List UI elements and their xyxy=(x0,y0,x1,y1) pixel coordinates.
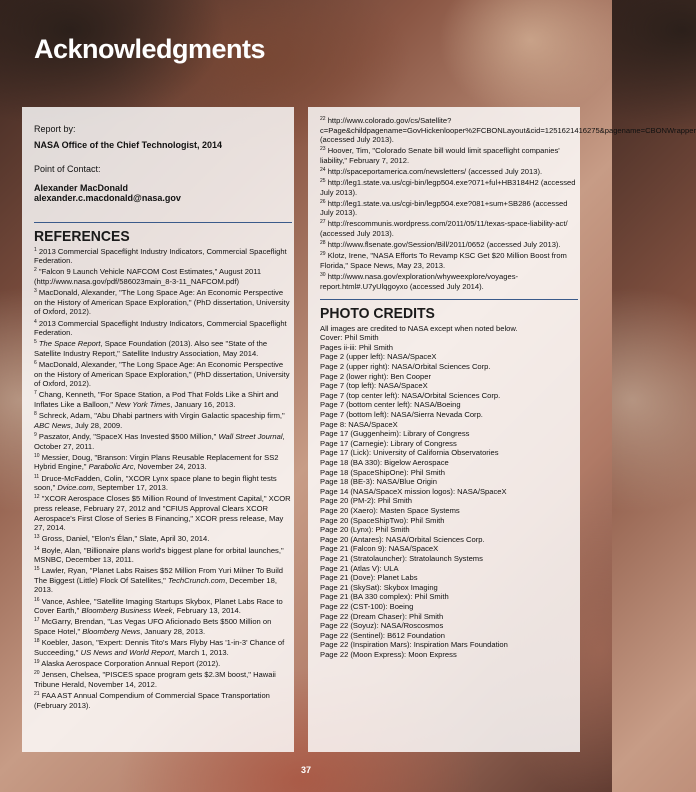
reference-text-tail: , September 17, 2013. xyxy=(92,483,168,493)
reference-text-tail: , December 18, 2013. xyxy=(34,575,277,595)
photo-credits-intro: All images are credited to NASA except when noted below. xyxy=(320,323,518,333)
reference-item xyxy=(34,566,292,595)
reference-number: 15 xyxy=(34,566,40,573)
reference-text-tail: , Space Foundation (2013). Also see "State of the Satellite Industry Report," Satellite Industry Association, May 2014. xyxy=(34,339,268,358)
photo-credit-item: Page 18 (BE-3): NASA/Blue Origin xyxy=(320,477,437,487)
report-organization: NASA Office of the Chief Technologist, 2014 xyxy=(34,139,223,150)
reference-text: http://www.nasa.gov/exploration/whyweexplore/voyages-report.html#.U7yUlqgoyxo (accessed July 2014). xyxy=(320,271,519,291)
photo-credit-item: Page 20 (Lynx): Phil Smith xyxy=(320,525,410,535)
reference-number: 8 xyxy=(34,411,37,418)
reference-text: Vance, Ashlee, "Satellite Imaging Startups Skybox, Planet Labs Race to Cover Earth," xyxy=(34,596,283,616)
reference-text: FAA AST Annual Compendium of Commercial Space Transportation (February 2013). xyxy=(34,690,270,710)
reference-item xyxy=(320,178,578,197)
reference-number: 23 xyxy=(320,146,326,153)
reference-number: 6 xyxy=(34,360,37,367)
reference-number: 4 xyxy=(34,318,37,325)
page-title: Acknowledgments xyxy=(34,34,266,64)
photo-credit-item: Page 22 (Sentinel): B612 Foundation xyxy=(320,630,445,640)
photo-credit-item: Page 21 (Falcon 9): NASA/SpaceX xyxy=(320,544,439,554)
reference-item xyxy=(320,219,578,238)
reference-number: 26 xyxy=(320,198,326,205)
photo-credit-item: Pages ii-iii: Phil Smith xyxy=(320,342,394,352)
reference-text: Lawler, Ryan, "Planet Labs Raises $52 Million From Yuri Milner To Build The Biggest (Little) Flock Of Satellites," xyxy=(34,566,283,585)
photo-credit-item: Page 22 (Moon Express): Moon Express xyxy=(320,649,457,659)
reference-item xyxy=(34,617,292,636)
reference-item xyxy=(34,339,292,358)
reference-number: 29 xyxy=(320,251,326,258)
reference-number: 28 xyxy=(320,240,326,247)
reference-number: 12 xyxy=(34,494,40,501)
photo-credits-list xyxy=(320,333,578,659)
reference-text: http://rescommunis.wordpress.com/2011/05/11/texas-space-liability-act/ (accessed July 2013). xyxy=(320,219,568,239)
reference-text-tail: , November 24, 2013. xyxy=(133,462,207,472)
reference-number: 19 xyxy=(34,659,40,665)
reference-text: Hoover, Tim, "Colorado Senate bill would limit spaceflight companies' liability," February 7, 2012. xyxy=(320,146,560,165)
photo-credit-item: Page 20 (SpaceShipTwo): Phil Smith xyxy=(320,515,445,525)
reference-text: Messier, Doug, "Branson: Virgin Plans Reusable Replacement for SS2 Hybrid Engine," xyxy=(34,452,279,472)
photo-credit-item: Page 21 (BA 330 complex): Phil Smith xyxy=(320,592,449,602)
reference-item xyxy=(34,474,292,493)
reference-text: Gross, Daniel, "Elon's Élan," Slate, April 30, 2014. xyxy=(41,534,210,544)
reference-text: McGarry, Brendan, "Las Vegas UFO Aficionado Bets $500 Million on Space Hotel," xyxy=(34,617,272,637)
reference-text: "XCOR Aerospace Closes $5 Million Round of Investment Capital," XCOR press release, February 27, 2012 and "CFIUS Approval Clears XCOR Aerospace's First Close of Series B Financing," XCOR press release, May 27, 2014. xyxy=(34,494,291,533)
reference-number: 17 xyxy=(34,617,40,624)
reference-item xyxy=(320,116,696,145)
contact-name: Alexander MacDonald xyxy=(34,182,129,193)
reference-item xyxy=(320,167,578,177)
reference-publication: Parabolic Arc xyxy=(88,462,134,472)
references-list-left xyxy=(34,247,292,711)
reference-text: http://www.flsenate.gov/Session/Bill/2011/0652 (accessed July 2013). xyxy=(327,240,561,250)
photo-credit-item: Page 18 (BA 330): Bigelow Aerospace xyxy=(320,458,449,467)
reference-text: 2013 Commercial Spaceflight Industry Indicators, Commercial Spaceflight Federation. xyxy=(34,318,287,338)
reference-item xyxy=(34,267,292,286)
photo-credit-item: Page 17 (Carnegie): Library of Congress xyxy=(320,438,457,448)
photo-credit-item: Page 2 (upper right): NASA/Orbital Sciences Corp. xyxy=(320,362,491,372)
reference-item xyxy=(34,453,292,472)
photo-credit-item: Page 20 (PM-2): Phil Smith xyxy=(320,496,413,506)
reference-number: 10 xyxy=(34,452,40,459)
reference-text-tail: , July 28, 2009. xyxy=(70,420,123,430)
reference-text: http://leg1.state.va.us/cgi-bin/legp504.exe?071+ful+HB3184H2 (accessed July 2013). xyxy=(320,178,576,197)
reference-item xyxy=(34,638,292,657)
reference-text: Koebler, Jason, "Expert: Dennis Tito's Mars Flyby Has '1-in-3' Chance of Succeeding," xyxy=(34,638,285,657)
photo-credit-item: Page 7 (top center left): NASA/Orbital Sciences Corp. xyxy=(320,390,501,400)
photo-credit-item: Page 20 (Xaero): Masten Space Systems xyxy=(320,505,460,515)
references-heading: REFERENCES xyxy=(34,227,130,245)
reference-item xyxy=(34,546,292,565)
reference-item xyxy=(320,199,578,218)
reference-number: 2 xyxy=(34,267,37,274)
reference-publication: Bloomberg News xyxy=(82,627,141,637)
photo-credit-item: Page 22 (Dream Chaser): Phil Smith xyxy=(320,611,444,621)
reference-text: http://leg1.state.va.us/cgi-bin/legp504.exe?081+sum+SB286 (accessed July 2013). xyxy=(320,198,568,218)
photo-credit-item: Page 21 (SkySat): Skybox Imaging xyxy=(320,582,438,592)
report-by-label: Report by: xyxy=(34,124,76,134)
reference-text: Chang, Kenneth, "For Space Station, a Pod That Folds Like a Shirt and Inflates Like a Balloon," xyxy=(34,390,279,410)
reference-number: 5 xyxy=(34,339,37,346)
photo-credit-item: Page 17 (Guggenheim): Library of Congress xyxy=(320,429,470,439)
photo-credit-item: Cover: Phil Smith xyxy=(320,333,379,343)
reference-item xyxy=(34,670,292,689)
photo-credit-item: Page 21 (Stratolauncher): Stratolaunch Systems xyxy=(320,553,483,563)
photo-credit-item: Page 8: NASA/SpaceX xyxy=(320,419,398,429)
photo-credit-item: Page 17 (Lick): University of California Observatories xyxy=(320,448,499,458)
reference-text: MacDonald, Alexander, "The Long Space Age: An Economic Perspective on the History of American Space Exploration," (PhD dissertation, University of Oxford, 2012). xyxy=(34,360,290,389)
reference-item xyxy=(34,494,292,532)
reference-item xyxy=(320,240,578,250)
photo-credit-item: Page 2 (upper left): NASA/SpaceX xyxy=(320,352,437,362)
photo-credit-item: Page 20 (Antares): NASA/Orbital Sciences Corp. xyxy=(320,534,485,544)
reference-item xyxy=(320,251,578,270)
reference-text-tail: , January 28, 2013. xyxy=(140,627,206,637)
reference-item xyxy=(320,146,578,165)
photo-credit-item: Page 7 (bottom center left): NASA/Boeing xyxy=(320,400,461,410)
reference-text: 2013 Commercial Spaceflight Industry Indicators, Commercial Spaceflight Federation. xyxy=(34,246,287,266)
reference-publication: Wall Street Journal xyxy=(218,432,283,441)
page-number: 37 xyxy=(300,765,311,775)
reference-item xyxy=(34,691,292,710)
reference-text: Jensen, Chelsea, "PISCES space program gets $2.3M boost," Hawaii Tribune Herald, November 14, 2012. xyxy=(34,670,276,689)
point-of-contact-label: Point of Contact: xyxy=(34,164,101,175)
reference-item xyxy=(34,247,292,266)
photo-credit-item: Page 22 (CST-100): Boeing xyxy=(320,601,414,611)
reference-item xyxy=(34,597,292,616)
reference-text: Boyle, Alan, "Billionaire plans world's biggest plane for orbital launches," MSNBC, December 13, 2011. xyxy=(34,545,284,565)
reference-publication: US News and World Report xyxy=(80,647,174,657)
reference-number: 11 xyxy=(34,473,40,480)
reference-number: 13 xyxy=(34,534,40,541)
reference-text-tail: , February 13, 2014. xyxy=(172,606,241,616)
reference-text: "Falcon 9 Launch Vehicle NAFCOM Cost Estimates," August 2011 (http://www.nasa.gov/pdf/586023main_8-3-11_NAFCOM.pdf) xyxy=(34,267,262,286)
reference-number: 27 xyxy=(320,219,326,226)
reference-text: Druce-McFadden, Colin, "XCOR Lynx space plane to begin flight tests soon," xyxy=(34,473,277,493)
contact-email: alexander.c.macdonald@nasa.gov xyxy=(34,193,181,204)
reference-number: 9 xyxy=(34,432,37,438)
reference-text-tail: , January 16, 2013. xyxy=(170,400,236,410)
right-column xyxy=(320,116,696,659)
reference-item xyxy=(34,360,292,389)
photo-credit-item: Page 22 (Inspiration Mars): Inspiration Mars Foundation xyxy=(320,640,508,650)
reference-item xyxy=(320,272,578,291)
reference-text-tail: , October 27, 2011. xyxy=(34,432,285,451)
reference-publication: Dvice.com xyxy=(57,483,93,493)
reference-text-tail: , March 1, 2013. xyxy=(173,647,229,657)
reference-item xyxy=(34,534,292,544)
reference-number: 3 xyxy=(34,288,37,295)
reference-publication: New York Times xyxy=(115,400,171,410)
reference-text: Paszator, Andy, "SpaceX Has Invested $500 Million," xyxy=(38,432,219,441)
photo-credit-item: Page 2 (lower right): Ben Cooper xyxy=(320,371,432,381)
photo-credit-item: Page 21 (Atlas V): ULA xyxy=(320,563,399,573)
reference-publication: Bloomberg Business Week xyxy=(81,606,173,616)
references-list-right xyxy=(320,116,696,291)
reference-number: 22 xyxy=(320,116,326,122)
reference-number: 30 xyxy=(320,271,326,278)
photo-credit-item: Page 22 (Soyuz): NASA/Roscosmos xyxy=(320,621,444,631)
reference-number: 1 xyxy=(34,246,37,253)
reference-publication: ABC News xyxy=(34,420,71,430)
left-column xyxy=(34,116,292,712)
reference-publication: TechCrunch.com xyxy=(167,575,226,585)
reference-text: http://www.colorado.gov/cs/Satellite?c=Page&childpagename=GovHickenlooper%2FCBONLayout&cid=1251621416275&pagename=CBONWrapper (accessed July 2013). xyxy=(320,116,696,145)
reference-number: 14 xyxy=(34,545,40,552)
reference-text: http://spaceportamerica.com/newsletters/ (accessed July 2013). xyxy=(327,166,543,176)
reference-number: 20 xyxy=(34,670,40,677)
photo-credit-item: Page 21 (Dove): Planet Labs xyxy=(320,573,418,583)
reference-number: 18 xyxy=(34,638,40,645)
photo-credit-item: Page 14 (NASA/SpaceX mission logos): NASA/SpaceX xyxy=(320,486,507,496)
reference-number: 7 xyxy=(34,390,37,397)
section-divider xyxy=(34,222,292,223)
reference-number: 25 xyxy=(320,178,326,185)
reference-text: MacDonald, Alexander, "The Long Space Age: An Economic Perspective on the History of American Space Exploration," (PhD dissertation, University of Oxford, 2012). xyxy=(34,288,290,317)
reference-item xyxy=(34,390,292,409)
section-divider xyxy=(320,299,578,300)
reference-number: 21 xyxy=(34,690,40,697)
reference-item xyxy=(34,288,292,317)
reference-text: Schreck, Adam, "Abu Dhabi partners with Virgin Galactic spaceship firm," xyxy=(38,411,285,421)
photo-credit-item: Page 7 (top left): NASA/SpaceX xyxy=(320,381,428,391)
reference-item xyxy=(34,659,292,669)
photo-credit-item: Page 18 (SpaceShipOne): Phil Smith xyxy=(320,467,445,477)
photo-credit-item: Page 7 (bottom left): NASA/Sierra Nevada Corp. xyxy=(320,410,483,420)
reference-publication: The Space Report xyxy=(38,339,101,349)
reference-item xyxy=(34,319,292,338)
photo-credits-heading: PHOTO CREDITS xyxy=(320,304,435,322)
reference-text: Alaska Aerospace Corporation Annual Report (2012). xyxy=(41,659,221,668)
reference-item xyxy=(34,432,292,451)
reference-text: Klotz, Irene, "NASA Efforts To Revamp KSC Get $20 Million Boost from Florida," Space News, May 23, 2013. xyxy=(320,251,567,270)
reference-number: 16 xyxy=(34,596,40,603)
reference-item xyxy=(34,411,292,430)
reference-number: 24 xyxy=(320,166,326,173)
